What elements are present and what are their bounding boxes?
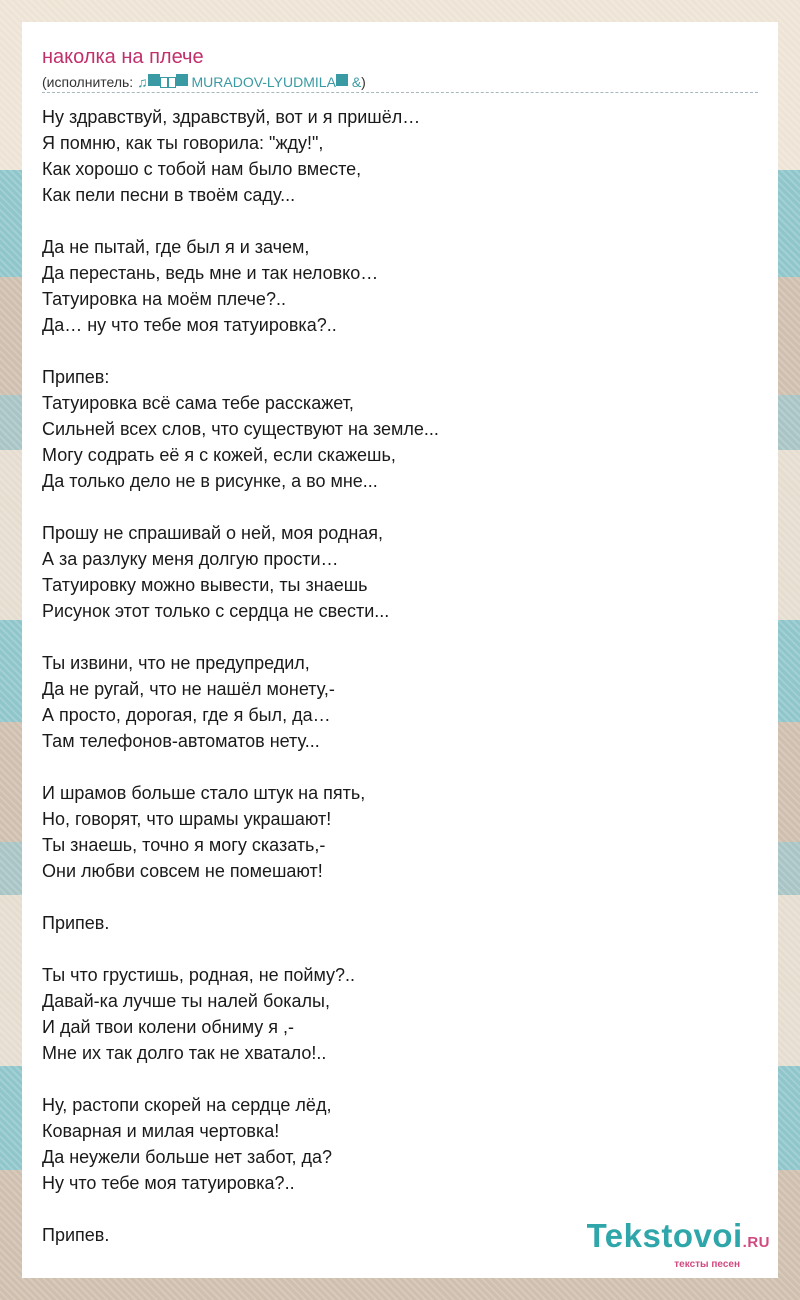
lyric-line: Мне их так долго так не хватало!..: [42, 1043, 327, 1063]
lyric-line: Татуировка всё сама тебе расскажет,: [42, 393, 354, 413]
song-title: наколка на плече: [42, 46, 204, 68]
lyric-line: Но, говорят, что шрамы украшают!: [42, 809, 332, 829]
lyric-line: Да только дело не в рисунке, а во мне...: [42, 471, 378, 491]
artist-name: MURADOV-LYUDMILA: [187, 74, 336, 90]
stanza-gap: [42, 754, 758, 780]
lyric-line: Да не ругай, что не нашёл монету,-: [42, 679, 335, 699]
lyric-line: Татуировку можно вывести, ты знаешь: [42, 575, 368, 595]
lyric-line: Припев:: [42, 367, 110, 387]
artist-line: [42, 74, 366, 90]
lyric-line: Ты извини, что не предупредил,: [42, 653, 310, 673]
stanza: [42, 104, 758, 208]
square-glyph-icon: [176, 74, 188, 86]
stanza: [42, 780, 758, 884]
lyric-line: Я помню, как ты говорила: "жду!",: [42, 133, 324, 153]
square-glyph-icon: [336, 74, 348, 86]
lyrics-card: [22, 22, 778, 1278]
lyric-line: Сильней всех слов, что существуют на земле...: [42, 419, 439, 439]
stanza: [42, 910, 758, 936]
stanza-gap: [42, 494, 758, 520]
lyric-line: Да… ну что тебе моя татуировка?..: [42, 315, 337, 335]
logo-wordmark: [587, 1219, 770, 1260]
stanza: [42, 520, 758, 624]
lyric-line: Они любви совсем не помешают!: [42, 861, 323, 881]
stanza-gap: [42, 884, 758, 910]
lyric-line: Ну что тебе моя татуировка?..: [42, 1173, 295, 1193]
stanza-gap: [42, 624, 758, 650]
lyrics-text: [42, 104, 758, 1248]
stanza-gap: [42, 1066, 758, 1092]
artist-prefix: (исполнитель:: [42, 74, 138, 90]
music-note-icon: ♫: [137, 74, 148, 90]
lyric-line: А просто, дорогая, где я был, да…: [42, 705, 331, 725]
missing-glyph-icon: [160, 77, 168, 88]
logo-tld: .RU: [742, 1234, 770, 1251]
stanza-gap: [42, 338, 758, 364]
lyric-line: Рисунок этот только с сердца не свести...: [42, 601, 390, 621]
lyric-line: Ну, растопи скорей на сердце лёд,: [42, 1095, 332, 1115]
lyric-line: Татуировка на моём плече?..: [42, 289, 286, 309]
site-logo[interactable]: [587, 1219, 770, 1270]
lyric-line: И дай твои колени обниму я ,-: [42, 1017, 295, 1037]
lyric-line: Да не пытай, где был я и зачем,: [42, 237, 310, 257]
stanza: [42, 364, 758, 494]
lyric-line: И шрамов больше стало штук на пять,: [42, 783, 366, 803]
lyric-line: Коварная и милая чертовка!: [42, 1121, 280, 1141]
lyric-line: А за разлуку меня долгую прости…: [42, 549, 339, 569]
stanza: [42, 1092, 758, 1196]
lyric-line: Припев.: [42, 913, 110, 933]
lyric-line: Прошу не спрашивай о ней, моя родная,: [42, 523, 384, 543]
stanza-gap: [42, 208, 758, 234]
stanza: [42, 962, 758, 1066]
logo-name: Tekstovoi: [586, 1217, 743, 1254]
lyric-line: Ну здравствуй, здравствуй, вот и я пришёл…: [42, 107, 421, 127]
lyric-line: Да перестань, ведь мне и так неловко…: [42, 263, 379, 283]
artist-suffix: ): [361, 74, 366, 90]
artist-ampersand: &: [351, 74, 362, 90]
stanza-gap: [42, 936, 758, 962]
lyric-line: Там телефонов-автоматов нету...: [42, 731, 320, 751]
lyric-line: Как хорошо с тобой нам было вместе,: [42, 159, 362, 179]
lyric-line: Давай-ка лучше ты налей бокалы,: [42, 991, 330, 1011]
header-divider: [42, 92, 758, 93]
missing-glyph-icon: [168, 77, 176, 88]
lyric-line: Да неужели больше нет забот, да?: [42, 1147, 332, 1167]
lyric-line: Ты знаешь, точно я могу сказать,-: [42, 835, 326, 855]
lyric-line: Ты что грустишь, родная, не пойму?..: [42, 965, 356, 985]
lyric-line: Припев.: [42, 1225, 110, 1245]
lyric-line: Как пели песни в твоём саду...: [42, 185, 296, 205]
lyric-line: Могу содрать её я с кожей, если скажешь,: [42, 445, 396, 465]
stanza: [42, 234, 758, 338]
stanza: [42, 650, 758, 754]
artist-link[interactable]: [137, 74, 361, 90]
logo-tagline: тексты песен: [674, 1259, 740, 1270]
square-glyph-icon: [148, 74, 160, 86]
